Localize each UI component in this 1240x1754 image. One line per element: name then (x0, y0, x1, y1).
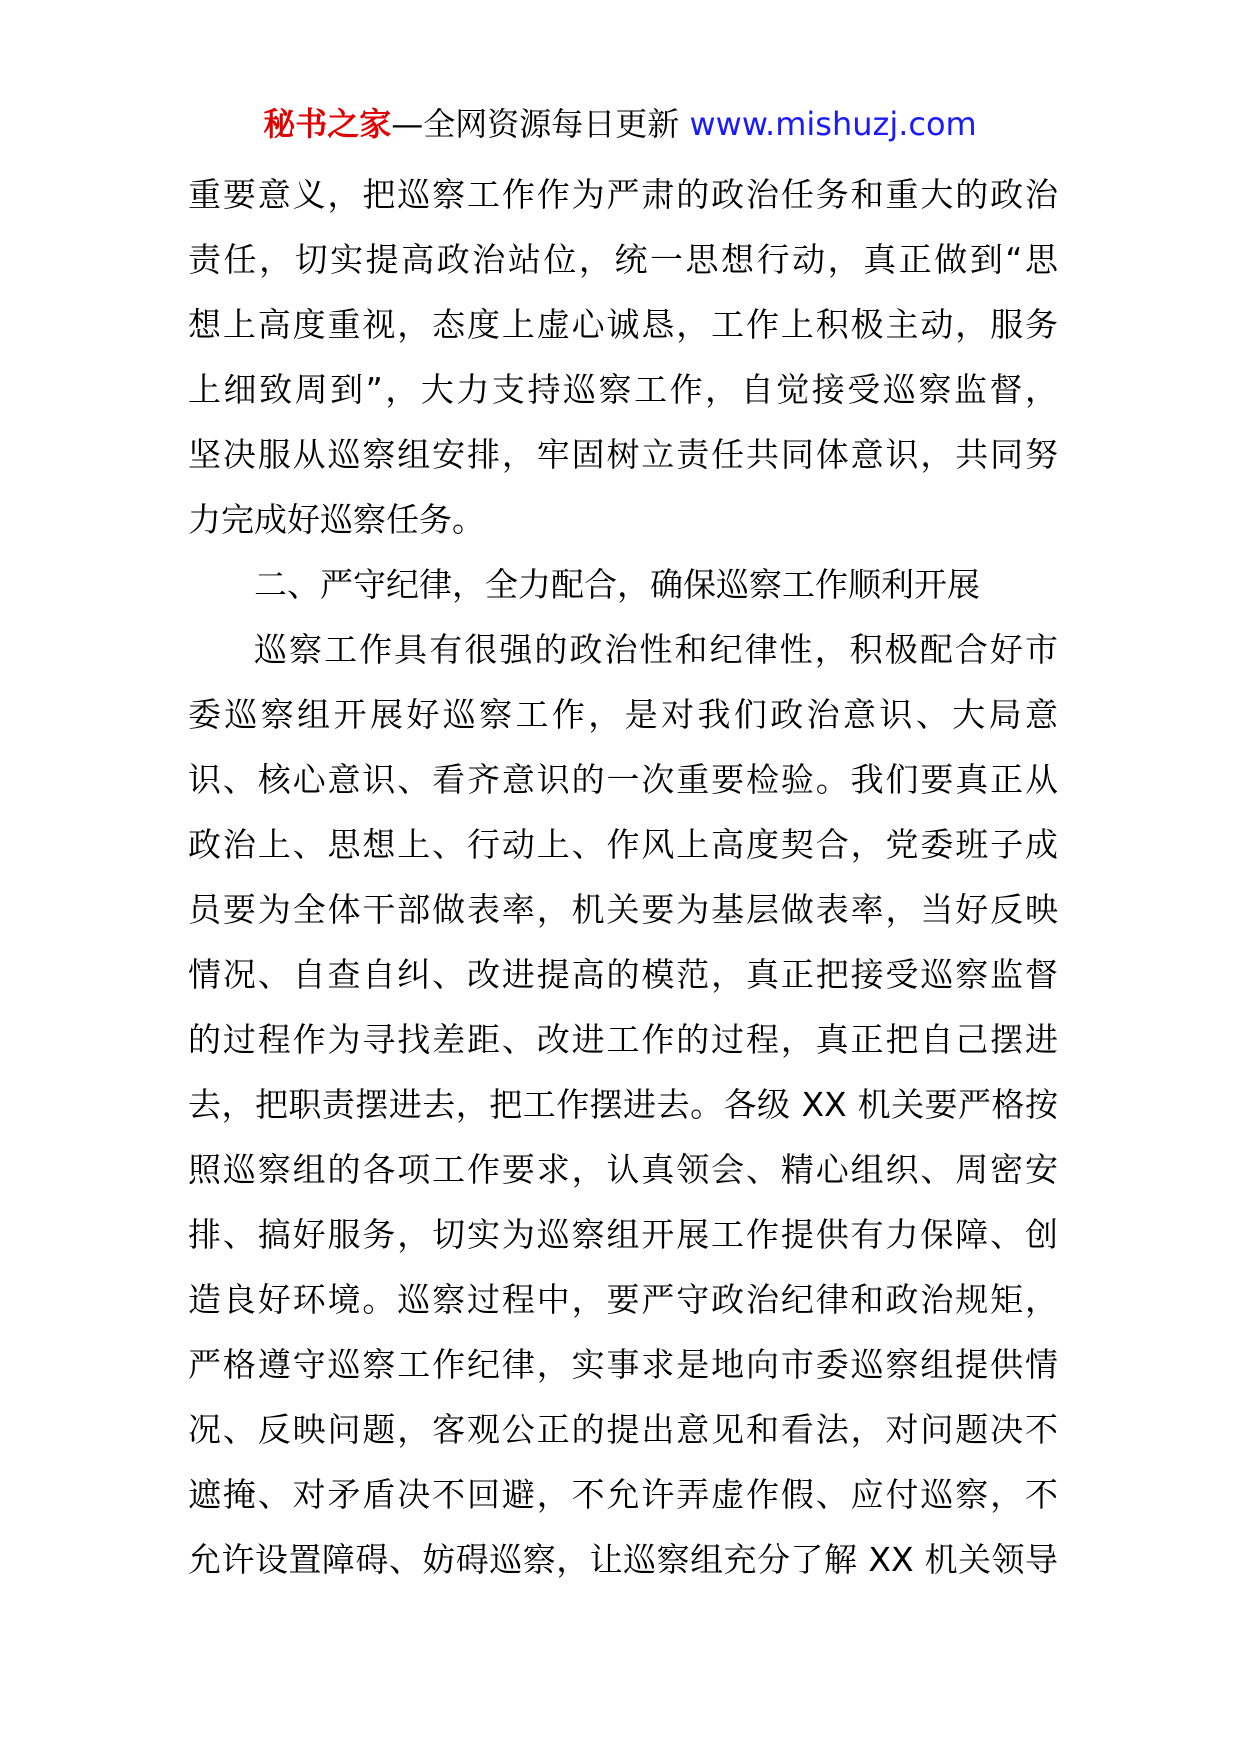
text-line: 况、反映问题，客观公正的提出意见和看法，对问题决不 (188, 1410, 1058, 1449)
text-line: 上细致周到”，大力支持巡察工作，自觉接受巡察监督， (188, 370, 1058, 409)
site-url-link[interactable]: www.mishuzj.com (689, 105, 977, 143)
page-header (0, 100, 1240, 148)
text-line: 严格遵守巡察工作纪律，实事求是地向市委巡察组提供情 (188, 1345, 1058, 1384)
site-brand: 秘书之家 (263, 105, 392, 143)
text-line: 想上高度重视，态度上虚心诚恳，工作上积极主动，服务 (188, 305, 1058, 344)
text-line: 遮掩、对矛盾决不回避，不允许弄虚作假、应付巡察，不 (188, 1475, 1058, 1514)
text-line: 重要意义，把巡察工作作为严肃的政治任务和重大的政治 (188, 175, 1058, 214)
text-line: 力完成好巡察任务。 (188, 500, 485, 539)
text-line: 去，把职责摆进去，把工作摆进去。各级 XX 机关要严格按 (188, 1085, 1058, 1124)
text-line: 员要为全体干部做表率，机关要为基层做表率，当好反映 (188, 890, 1058, 929)
text-line: 责任，切实提高政治站位，统一思想行动，真正做到“思 (188, 240, 1058, 279)
text-line: 政治上、思想上、行动上、作风上高度契合，党委班子成 (188, 825, 1058, 864)
text-line: 照巡察组的各项工作要求，认真领会、精心组织、周密安 (188, 1150, 1058, 1189)
text-line: 坚决服从巡察组安排，牢固树立责任共同体意识，共同努 (188, 435, 1058, 474)
text-line: 的过程作为寻找差距、改进工作的过程，真正把自己摆进 (188, 1020, 1058, 1059)
document-body (188, 162, 1058, 1592)
text-line: 允许设置障碍、妨碍巡察，让巡察组充分了解 XX 机关领导 (188, 1540, 1058, 1579)
site-tagline: —全网资源每日更新 (391, 105, 690, 143)
text-line: 造良好环境。巡察过程中，要严守政治纪律和政治规矩， (188, 1280, 1058, 1319)
text-line: 排、搞好服务，切实为巡察组开展工作提供有力保障、创 (188, 1215, 1058, 1254)
text-line: 识、核心意识、看齐意识的一次重要检验。我们要真正从 (188, 760, 1058, 799)
text-line: 情况、自查自纠、改进提高的模范，真正把接受巡察监督 (188, 955, 1058, 994)
text-line: 委巡察组开展好巡察工作，是对我们政治意识、大局意 (188, 695, 1058, 734)
section-heading: 二、严守纪律，全力配合，确保巡察工作顺利开展 (254, 565, 980, 604)
text-line: 巡察工作具有很强的政治性和纪律性，积极配合好市 (254, 630, 1058, 669)
